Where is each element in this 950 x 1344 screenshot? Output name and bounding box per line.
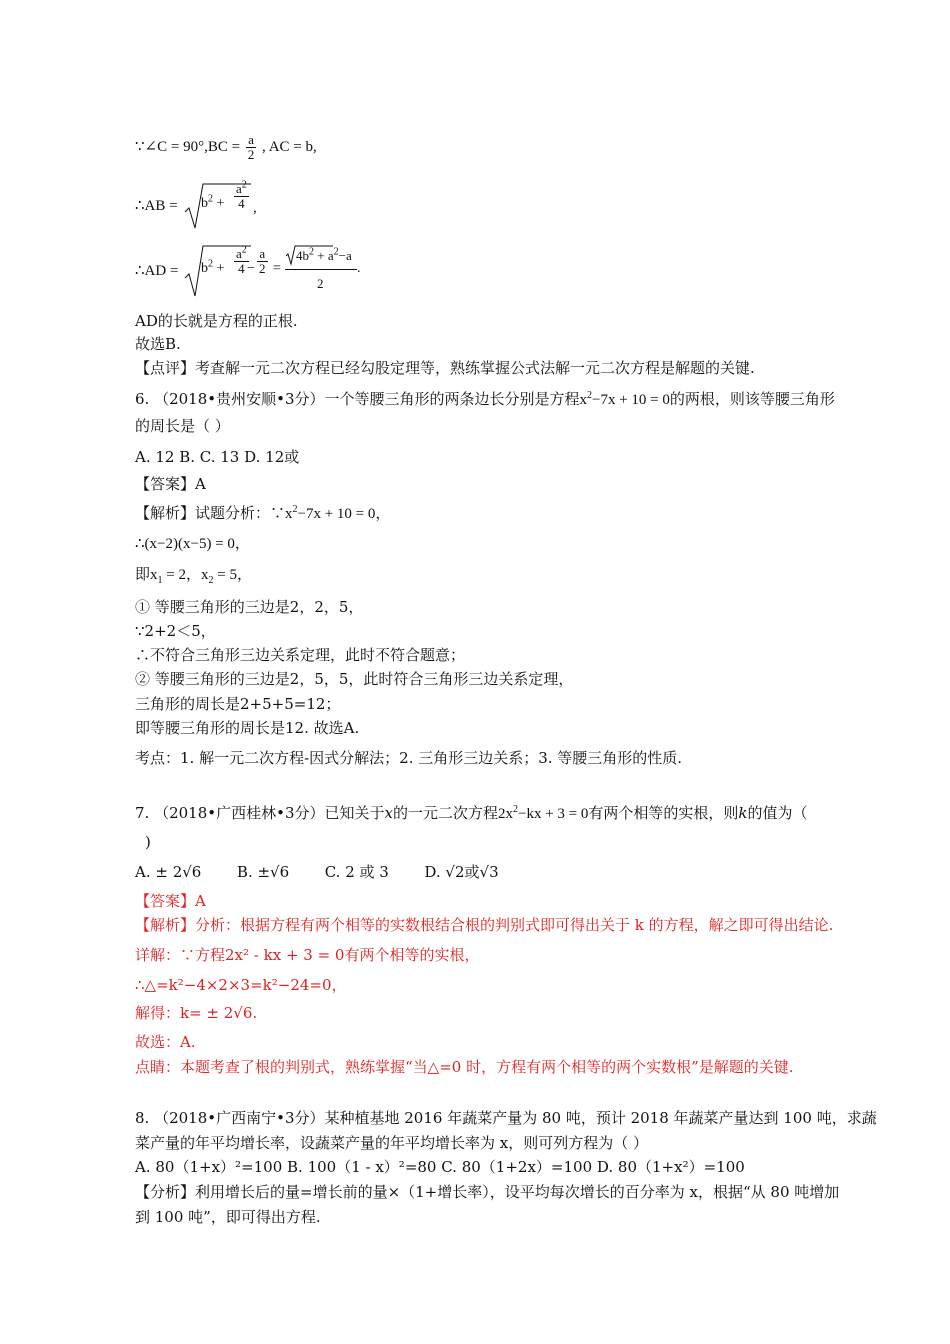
- frac-num: a: [246, 133, 257, 148]
- ad-label: ∴AD =: [135, 263, 179, 279]
- q6-case1: ① 等腰三角形的三边是2，2，5，: [135, 598, 364, 616]
- q7-stem-line1: [135, 803, 808, 824]
- eq-rest: −7x + 10 = 0: [297, 506, 376, 522]
- q6-stem-line1: [135, 389, 835, 410]
- q7-analysis: 【解析】分析：根据方程有两个相等的实数根结合根的判别式即可得出关于 k 的方程，解之即可得出结论.: [135, 916, 834, 934]
- eq-x: x: [579, 392, 587, 408]
- q7-discriminant: ∴△=k²−4×2×3=k²−24=0，: [135, 976, 347, 994]
- frac-den: 4: [238, 196, 245, 211]
- exp: 2: [587, 390, 592, 401]
- exp: 2: [292, 504, 298, 515]
- sub: 1: [157, 575, 163, 586]
- given-text: ∵∠C = 90°,BC =: [135, 138, 241, 155]
- eq-x: x: [285, 506, 293, 522]
- roots-pre: 即x: [135, 567, 158, 583]
- q6-options: A. 12 B. C. 13 D. 12或: [135, 448, 300, 466]
- var-x: x: [384, 804, 393, 822]
- q7-solve: 解得：k= ± 2√6.: [135, 1004, 258, 1022]
- q6-knowledge-points: 考点：1. 解一元二次方程-因式分解法；2. 三角形三边关系；3. 等腰三角形的性质.: [135, 749, 683, 767]
- q6-stem-line2: 的周长是（ ）: [135, 417, 230, 435]
- q7-option-c: C. 2 或 3: [324, 863, 389, 881]
- q6-perimeter: 三角形的周长是2+5+5=12；: [135, 695, 341, 713]
- analysis-label: 【解析】试题分析：∵: [135, 504, 286, 522]
- choose-b-line: 故选B.: [135, 335, 181, 353]
- q6-roots: [135, 565, 252, 585]
- frac-den: 2: [259, 261, 266, 276]
- a-over-2: [257, 247, 268, 276]
- plus: +: [216, 261, 225, 276]
- b-term: b: [201, 261, 208, 276]
- period: .: [357, 261, 361, 276]
- sub: 2: [208, 575, 214, 586]
- exp: 2: [208, 258, 213, 270]
- q7-detail: 详解：∵方程2x² - kx + 3 = 0有两个相等的实根，: [135, 946, 480, 964]
- q8-analysis-line1: 【分析】利用增长后的量=增长前的量×（1+增长率），设平均每次增长的百分率为 x，根据“从 80 吨增加: [135, 1183, 840, 1201]
- num-minus-a: −a: [338, 248, 352, 263]
- plus: +: [216, 196, 225, 211]
- q7-stem-end: 的值为（: [747, 804, 808, 822]
- q7-stem-pre: 7. （2018•广西桂林•3分）已知关于: [135, 804, 385, 822]
- ab-label: ∴AB =: [135, 198, 178, 214]
- q7-option-a: A. ± 2√6: [135, 863, 202, 881]
- eq-rest: −7x + 10 = 0: [592, 392, 670, 408]
- q6-equation: [580, 392, 670, 408]
- q7-option-b: B. ±√6: [236, 863, 290, 881]
- q6-case2: ② 等腰三角形的三边是2，5，5，此时符合三角形三边关系定理，: [135, 670, 574, 688]
- comment-line: 【点评】考查解一元二次方程已经勾股定理等，熟练掌握公式法解一元二次方程是解题的关键.: [135, 359, 755, 377]
- ad-root-line: [135, 311, 298, 331]
- analysis-equation: [285, 506, 375, 522]
- num-4b: 4b: [296, 248, 309, 263]
- q7-answer: 【答案】A: [135, 892, 206, 910]
- frac-num: [234, 244, 249, 262]
- q6-not-fit: ∴不符合三角形三边关系定理，此时不符合题意；: [135, 646, 466, 664]
- given-line: [135, 133, 317, 162]
- q6-factor: ∴(x−2)(x−5) = 0，: [135, 536, 250, 552]
- exp: 2: [208, 193, 213, 205]
- frac-den: 4: [238, 261, 245, 276]
- num-a: a: [236, 246, 242, 261]
- given-text-post: , AC = b,: [262, 138, 317, 155]
- ad-line: [135, 244, 375, 300]
- frac-num: a: [257, 247, 268, 262]
- q6-analysis: [135, 503, 390, 524]
- exp: 2: [512, 804, 518, 815]
- exp: 2: [309, 246, 314, 258]
- ad-text: AD的长就是方程的正根.: [135, 312, 298, 330]
- analysis-post: ，: [375, 504, 391, 522]
- q8-analysis-line2: 到 100 吨”，即可得出方程.: [135, 1208, 321, 1226]
- q7-note: 点睛：本题考查了根的判别式，熟练掌握“当△=0 时，方程有两个相等的两个实数根”是解题的关键.: [135, 1058, 794, 1076]
- fraction-bar: [285, 269, 357, 270]
- exp: 2: [333, 246, 339, 258]
- q6-stem-text: 6. （2018•贵州安顺•3分）一个等腰三角形的两条边长分别是方程: [135, 390, 580, 408]
- ab-line: [135, 179, 285, 232]
- q6-stem-post: 的两根，则该等腰三角形: [669, 390, 835, 408]
- q6-inequality: ∵2+2＜5，: [135, 622, 216, 640]
- ab-radicand: [201, 193, 225, 212]
- frac-num: [234, 179, 249, 197]
- comma: ,: [253, 200, 257, 216]
- big-fraction: [285, 244, 357, 300]
- b-term: b: [201, 196, 208, 211]
- roots-mid: = 2，x: [162, 567, 209, 583]
- exp: 2: [241, 179, 247, 191]
- eq-rest: −kx + 3 = 0: [517, 806, 589, 822]
- a2-over-4: [234, 179, 249, 211]
- ad-radicand: [201, 258, 225, 277]
- big-num: [296, 248, 352, 264]
- frac-den: 2: [247, 147, 255, 162]
- minus: −: [247, 261, 255, 276]
- q7-equation: [498, 806, 588, 822]
- q7-stem-line2: ): [145, 833, 151, 851]
- eq-2x: 2x: [497, 806, 513, 822]
- q8-stem-line2: 菜产量的年平均增长率，设蔬菜产量的年平均增长率为 x，则可列方程为（ ）: [135, 1134, 648, 1152]
- fraction-a-over-2: [246, 133, 257, 162]
- q7-stem-post: 有两个相等的实根，则: [588, 804, 739, 822]
- q7-choose: 故选：A.: [135, 1033, 196, 1051]
- q7-options: [135, 862, 499, 882]
- big-den: 2: [317, 276, 324, 291]
- equals: =: [273, 261, 281, 276]
- q6-answer: 【答案】A: [135, 475, 206, 493]
- q6-conclusion: 即等腰三角形的周长是12. 故选A.: [135, 719, 360, 737]
- exp: 2: [241, 244, 247, 256]
- q7-stem-mid: 的一元二次方程: [392, 804, 498, 822]
- q8-stem-line1: 8. （2018•广西南宁•3分）某种植基地 2016 年蔬菜产量为 80 吨，预计 2018 年蔬菜产量达到 100 吨，求蔬: [135, 1109, 877, 1127]
- num-a: + a: [317, 248, 334, 263]
- q7-option-d: D. √2或√3: [424, 863, 499, 881]
- q8-options: A. 80（1+x）²=100 B. 100（1 - x）²=80 C. 80（1+2x）=100 D. 80（1+x²）=100: [135, 1158, 745, 1176]
- roots-post: = 5，: [213, 567, 252, 583]
- num-a: a: [236, 181, 242, 196]
- var-k: k: [738, 804, 748, 822]
